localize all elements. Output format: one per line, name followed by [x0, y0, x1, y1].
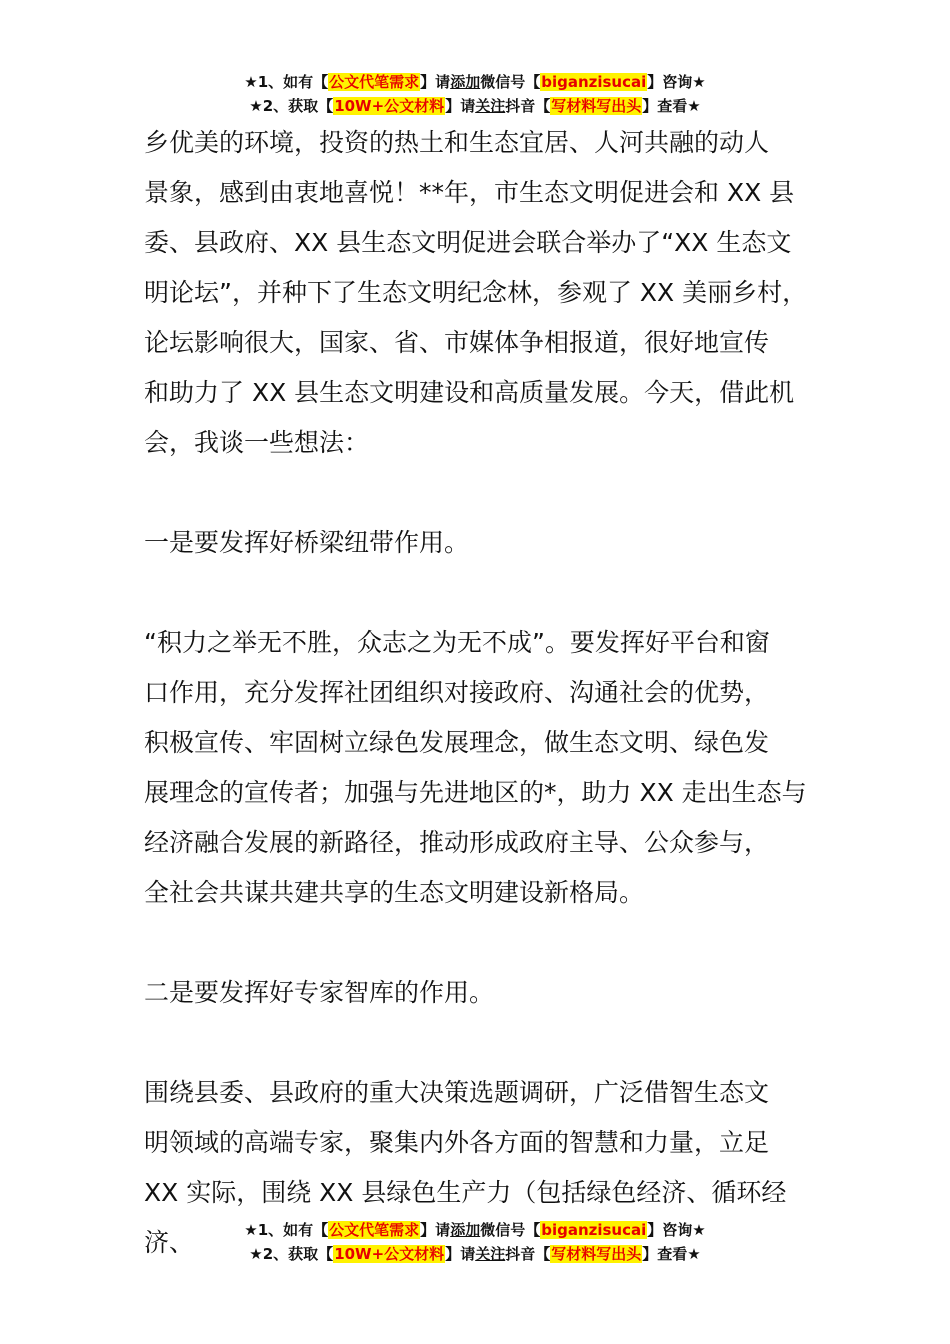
banner-highlight: 公文代笔需求 [329, 73, 420, 91]
banner-line-1 [0, 1218, 950, 1242]
paragraph-intro [144, 118, 834, 468]
banner-highlight: biganzisucai [541, 73, 647, 91]
banner-underline: 添加 [450, 73, 481, 91]
banner-text: ★2、获取【 [249, 97, 334, 115]
banner-underline: 关注 [475, 97, 506, 115]
banner-text: 】咨询★ [647, 73, 706, 91]
banner-text: 】请 [420, 73, 451, 91]
text-line: 和助力了 XX 县生态文明建设和高质量发展。今天，借此机 [144, 378, 795, 407]
banner-highlight: 公文代笔需求 [329, 1221, 420, 1239]
text-line: 围绕县委、县政府的重大决策选题调研，广泛借智生态文 [144, 1078, 770, 1107]
banner-text: 】查看★ [642, 97, 701, 115]
paragraph-gap [144, 1018, 834, 1068]
paragraph-gap [144, 468, 834, 518]
banner-line-2 [0, 1242, 950, 1266]
banner-underline: 关注 [475, 1245, 506, 1263]
text-line: 全社会共谋共建共享的生态文明建设新格局。 [144, 878, 645, 907]
banner-highlight: 写材料写出头 [551, 97, 642, 115]
text-line: 展理念的宣传者；加强与先进地区的*，助力 XX 走出生态与 [144, 778, 807, 807]
banner-highlight: 写材料写出头 [551, 1245, 642, 1263]
banner-highlight: biganzisucai [541, 1221, 647, 1239]
text-line: 口作用，充分发挥社团组织对接政府、沟通社会的优势， [144, 678, 770, 707]
banner-text: 】请 [420, 1221, 451, 1239]
section-heading-2: 二是要发挥好专家智库的作用。 [144, 978, 495, 1007]
text-line: 会，我谈一些想法： [144, 428, 370, 457]
text-line: 委、县政府、XX 县生态文明促进会联合举办了“XX 生态文 [144, 228, 792, 257]
banner-underline: 添加 [450, 1221, 481, 1239]
text-line: 经济融合发展的新路径，推动形成政府主导、公众参与， [144, 828, 770, 857]
paragraph-gap [144, 568, 834, 618]
paragraph-bridge [144, 618, 834, 918]
banner-text: 微信号【 [480, 73, 541, 91]
banner-text: 抖音【 [505, 97, 551, 115]
banner-text: ★1、如有【 [244, 1221, 329, 1239]
banner-text: ★2、获取【 [249, 1245, 334, 1263]
banner-line-2 [0, 94, 950, 118]
banner-text: 】查看★ [642, 1245, 701, 1263]
banner-text: 微信号【 [480, 1221, 541, 1239]
banner-highlight: 10W+公文材料 [334, 97, 445, 115]
text-line: 乡优美的环境，投资的热土和生态宜居、人河共融的动人 [144, 128, 770, 157]
paragraph-gap [144, 918, 834, 968]
text-line: 论坛影响很大，国家、省、市媒体争相报道，很好地宣传 [144, 328, 770, 357]
header-banner [0, 70, 950, 118]
banner-highlight: 10W+公文材料 [334, 1245, 445, 1263]
text-line: 景象，感到由衷地喜悦！**年，市生态文明促进会和 XX 县 [144, 178, 795, 207]
text-line: 明领域的高端专家，聚集内外各方面的智慧和力量，立足 [144, 1128, 770, 1157]
text-line: “积力之举无不胜，众志之为无不成”。要发挥好平台和窗 [144, 628, 770, 657]
banner-text: 】请 [445, 97, 476, 115]
text-line: 明论坛”，并种下了生态文明纪念林，参观了 XX 美丽乡村， [144, 278, 808, 307]
banner-text: ★1、如有【 [244, 73, 329, 91]
footer-banner [0, 1218, 950, 1266]
banner-text: 】请 [445, 1245, 476, 1263]
text-line: 积极宣传、牢固树立绿色发展理念，做生态文明、绿色发 [144, 728, 770, 757]
banner-text: 】咨询★ [647, 1221, 706, 1239]
banner-line-1 [0, 70, 950, 94]
text-line: XX 实际，围绕 XX 县绿色生产力（包括绿色经济、循环经济、 [144, 1178, 787, 1257]
document-body [144, 118, 834, 1268]
banner-text: 抖音【 [505, 1245, 551, 1263]
section-heading-1: 一是要发挥好桥梁纽带作用。 [144, 528, 470, 557]
